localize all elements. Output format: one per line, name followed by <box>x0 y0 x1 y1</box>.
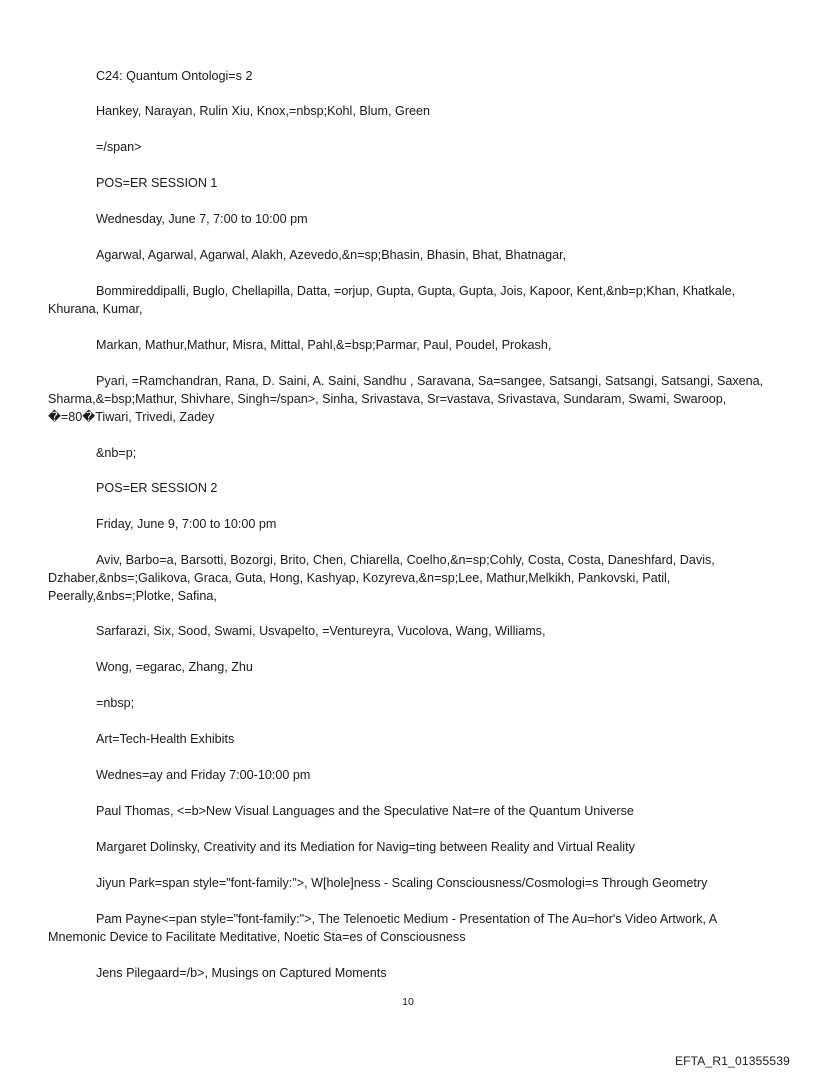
session-datetime: Wednesday, June 7, 7:00 to 10:00 pm <box>96 212 308 226</box>
author-list: Wong, =egarac, Zhang, Zhu <box>96 660 253 674</box>
author-list: Pyari, =Ramchandran, Rana, D. Saini, A. Saini, Sandhu , Saravana, Sa=sangee, Satsangi, Satsangi, Satsangi, Saxena, Sharma,&=bsp;Mathur, Shivhare, Singh=/span>, Sinha, Srivastava, Sr=vastava, Srivastava, Sundaram, Swami, Swaroop, �=80�Tiwari, Trivedi, Zadey <box>48 374 764 424</box>
author-list: Aviv, Barbo=a, Barsotti, Bozorgi, Brito, Chen, Chiarella, Coelho,&n=sp;Cohly, Costa, Costa, Daneshfard, Davis, Dzhaber,&nbs=;Galikova, Graca, Guta, Hong, Kashyap, Kozyreva,&n=sp;Lee, Mathur,Melkikh, Pankovski, Patil, Peerally,&nbs=;Plotke, Safina, <box>48 553 715 603</box>
author-list: Bommireddipalli, Buglo, Chellapilla, Datta, =orjup, Gupta, Gupta, Gupta, Jois, Kapoor, Kent,&nb=p;Khan, Khatkale, Khurana, Kumar, <box>48 284 736 316</box>
exhibit-entry: Jiyun Park=span style="font-family:">, W[hole]ness - Scaling Consciousness/Cosmologi=s Through Geometry <box>96 876 708 890</box>
bates-number: EFTA_R1_01355539 <box>674 1054 790 1068</box>
section-heading: Art=Tech-Health Exhibits <box>96 732 235 746</box>
session-heading: C24: Quantum Ontologi=s 2 <box>96 69 253 83</box>
stray-markup: =nbsp; <box>96 696 135 710</box>
session-heading: POS=ER SESSION 1 <box>96 176 218 190</box>
session-heading: POS=ER SESSION 2 <box>96 481 218 495</box>
stray-markup: &nb=p; <box>96 446 137 460</box>
exhibit-entry: Jens Pilegaard=/b>, Musings on Captured Moments <box>96 966 387 980</box>
author-list: Markan, Mathur,Mathur, Misra, Mittal, Pahl,&=bsp;Parmar, Paul, Poudel, Prokash, <box>96 338 552 352</box>
exhibit-entry: Paul Thomas, <=b>New Visual Languages and the Speculative Nat=re of the Quantum Universe <box>96 804 634 818</box>
author-list: Hankey, Narayan, Rulin Xiu, Knox,=nbsp;Kohl, Blum, Green <box>96 104 431 118</box>
session-datetime: Wednes=ay and Friday 7:00-10:00 pm <box>96 768 311 782</box>
exhibit-entry: Pam Payne<=pan style="font-family:">, The Telenoetic Medium - Presentation of The Au=hor's Video Artwork, A Mnemonic Device to Facilitate Meditative, Noetic Sta=es of Consciousness <box>48 912 717 944</box>
author-list: Sarfarazi, Six, Sood, Swami, Usvapelto, =Ventureyra, Vucolova, Wang, Williams, <box>96 624 546 638</box>
session-datetime: Friday, June 9, 7:00 to 10:00 pm <box>96 517 277 531</box>
page-number: 10 <box>402 996 414 1008</box>
author-list: Agarwal, Agarwal, Agarwal, Alakh, Azevedo,&n=sp;Bhasin, Bhasin, Bhat, Bhatnagar, <box>96 248 567 262</box>
stray-markup: =/span> <box>96 140 142 154</box>
exhibit-entry: Margaret Dolinsky, Creativity and its Mediation for Navig=ting between Reality and Virtual Reality <box>96 840 635 854</box>
